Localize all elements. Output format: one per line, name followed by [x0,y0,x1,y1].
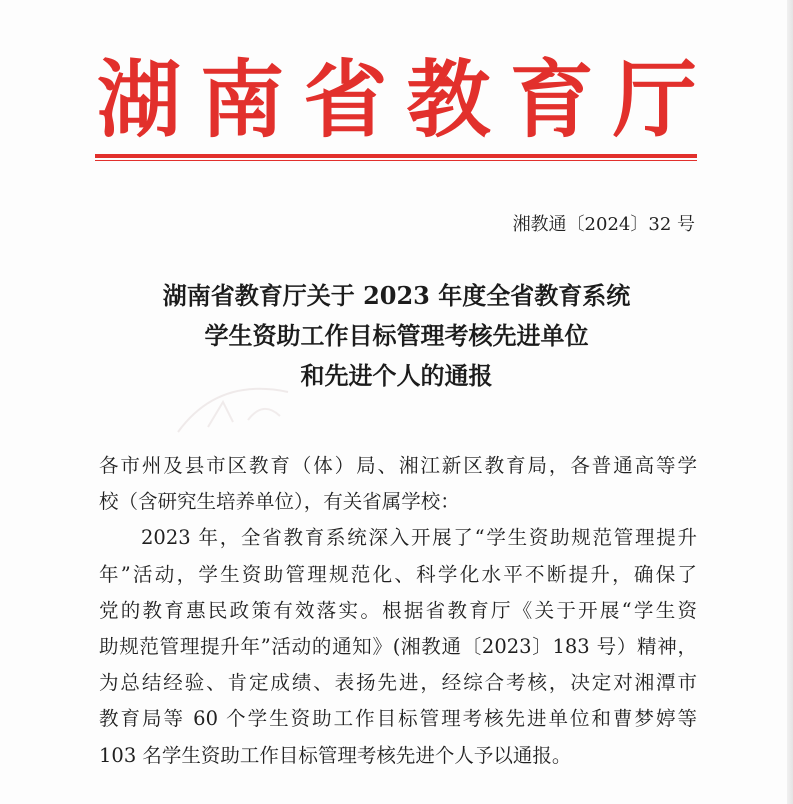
letterhead-char: 育 [509,50,594,149]
letterhead-char: 南 [200,50,285,149]
letterhead-divider-thin [95,160,697,161]
document-body [99,448,697,774]
paragraph-line: 年”活动，学生资助管理规范化、科学化水平不断提升，确保了 [99,562,697,586]
paragraph-line: 党的教育惠民政策有效落实。根据省教育厅《关于开展“学生资 [99,598,697,622]
salutation-line: 校（含研究生培养单位），有关省属学校： [99,490,460,514]
title-line: 和先进个人的通报 [300,361,493,390]
title-line: 学生资助工作目标管理考核先进单位 [204,321,589,350]
document-number: 湘教通〔2024〕32 号 [512,214,695,235]
letterhead-char: 厅 [612,50,697,149]
paragraph-line: 103 名学生资助工作目标管理考核先进个人予以通报。 [99,743,572,767]
letterhead-char: 教 [406,50,491,149]
paragraph-line: 2023 年，全省教育系统深入开展了“学生资助规范管理提升 [141,526,697,550]
letterhead-divider-thick [95,154,697,158]
document-title [60,276,733,396]
letterhead-char: 湖 [96,50,181,149]
paragraph-line: 为总结经验、肯定成绩、表扬先进，经综合考核，决定对湘潭市 [99,671,697,695]
letterhead-char: 省 [303,50,388,149]
paragraph-line: 教育局等 60 个学生资助工作目标管理考核先进单位和曹梦婷等 [99,707,697,731]
salutation-line: 各市州及县市区教育（体）局、湘江新区教育局，各普通高等学 [99,454,697,477]
title-line: 湖南省教育厅关于 2023 年度全省教育系统 [162,281,631,310]
faint-seal-bleed-through [168,372,298,442]
letterhead-title [92,50,702,150]
scan-edge-shadow [787,0,793,804]
paragraph-line: 助规范管理提升年”活动的通知》(湘教通〔2023〕183 号）精神， [99,635,697,659]
